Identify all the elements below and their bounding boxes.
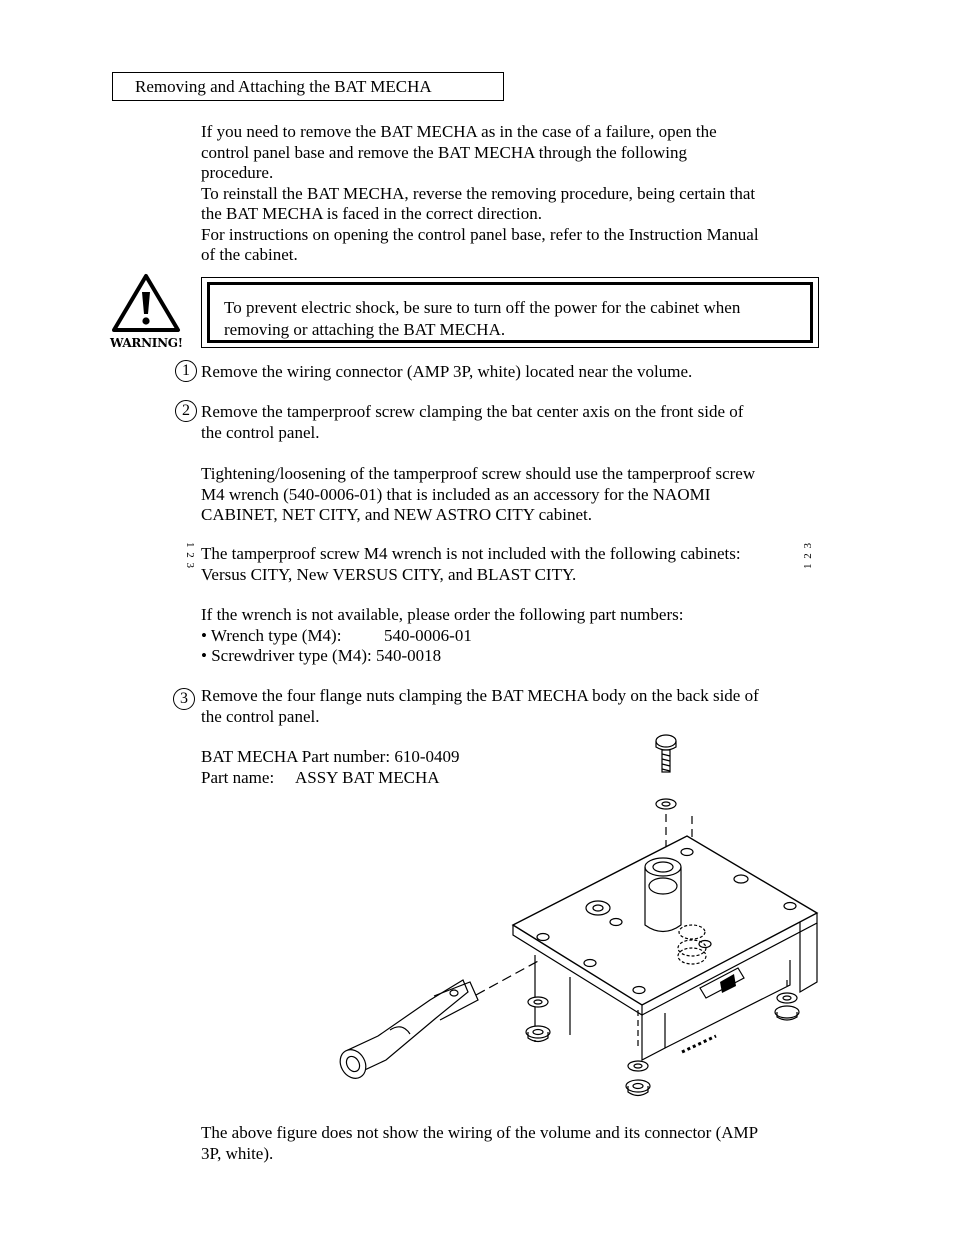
note-line: The above figure does not show the wiring of the volume and its connector (AMP [201,1123,759,1142]
wrench-icon [335,980,478,1083]
note-line: CABINET, NET CITY, and NEW ASTRO CITY cabinet. [201,505,592,524]
order-item-value: 540-0006-01 [384,625,472,645]
tightening-note [201,464,831,526]
order-intro: If the wrench is not available, please order the following part numbers: [201,605,684,624]
step-line: the control panel. [201,706,320,726]
note-line: 3P, white). [201,1143,274,1163]
intro-line: If you need to remove the BAT MECHA as in the case of a failure, open the [201,122,717,141]
step-number: 3 [173,688,195,710]
order-item [201,626,831,647]
warning-triangle-icon [110,272,182,334]
washer-icon [656,799,676,809]
note-line: The tamperproof screw M4 wrench is not included with the following cabinets: [201,544,741,563]
tamperproof-screw-icon [656,735,676,772]
part-name-label: Part name: [201,767,275,787]
intro-line: control panel base and remove the BAT MECHA through the following [201,142,687,162]
not-included-note [201,544,831,585]
flange-nut-icon [775,993,799,1020]
step-line: the control panel. [201,422,320,442]
intro-line: For instructions on opening the control panel base, refer to the Instruction Manual [201,224,759,244]
order-item-label: • Wrench type (M4): [201,625,342,645]
warning-line: To prevent electric shock, be sure to turn off the power for the cabinet when [224,298,741,317]
section-title: Removing and Attaching the BAT MECHA [112,72,504,101]
bat-mecha-figure [330,730,830,1110]
step-number: 2 [175,400,197,422]
step-line: Remove the wiring connector (AMP 3P, white) located near the volume. [201,362,693,381]
note-line: Tightening/loosening of the tamperproof screw should use the tamperproof screw [201,464,756,483]
order-info [201,605,831,667]
warning-text [207,282,813,343]
intro-line: of the cabinet. [201,245,298,264]
figure-note [201,1123,831,1164]
step-line: Remove the four flange nuts clamping the BAT MECHA body on the back side of [201,686,759,705]
step-3-text [201,686,831,727]
part-name-value: ASSY BAT MECHA [295,767,440,787]
warning-line: removing or attaching the BAT MECHA. [224,319,506,339]
warning-symbol [110,272,182,356]
part-number-value: 610-0409 [394,747,460,766]
note-line: Versus CITY, New VERSUS CITY, and BLAST CITY. [201,564,577,584]
base-plate [513,836,817,1060]
step-line: Remove the tamperproof screw clamping the bat center axis on the front side of [201,402,744,421]
warning-box [201,277,819,348]
intro-line: procedure. [201,163,274,182]
flange-nut-icon [626,1061,650,1096]
step-number: 1 [175,360,197,382]
note-line: M4 wrench (540-0006-01) that is included as an accessory for the NAOMI [201,484,711,504]
revision-mark-left: 1 2 3 [184,542,196,569]
order-item-value: 540-0018 [375,646,442,665]
step-1-text [201,362,831,383]
intro-line: To reinstall the BAT MECHA, reverse the removing procedure, being certain that [201,183,756,203]
part-number-label: BAT MECHA Part number: [201,747,391,766]
flange-nut-icon [526,997,550,1042]
step-2-text [201,402,831,443]
intro-line: the BAT MECHA is faced in the correct direction. [201,204,543,223]
order-item-label: • Screwdriver type (M4): [201,646,372,665]
revision-mark-right: 1 2 3 [802,542,814,569]
intro-paragraph [201,122,831,266]
order-item [201,646,831,667]
warning-label: WARNING! [110,336,183,350]
